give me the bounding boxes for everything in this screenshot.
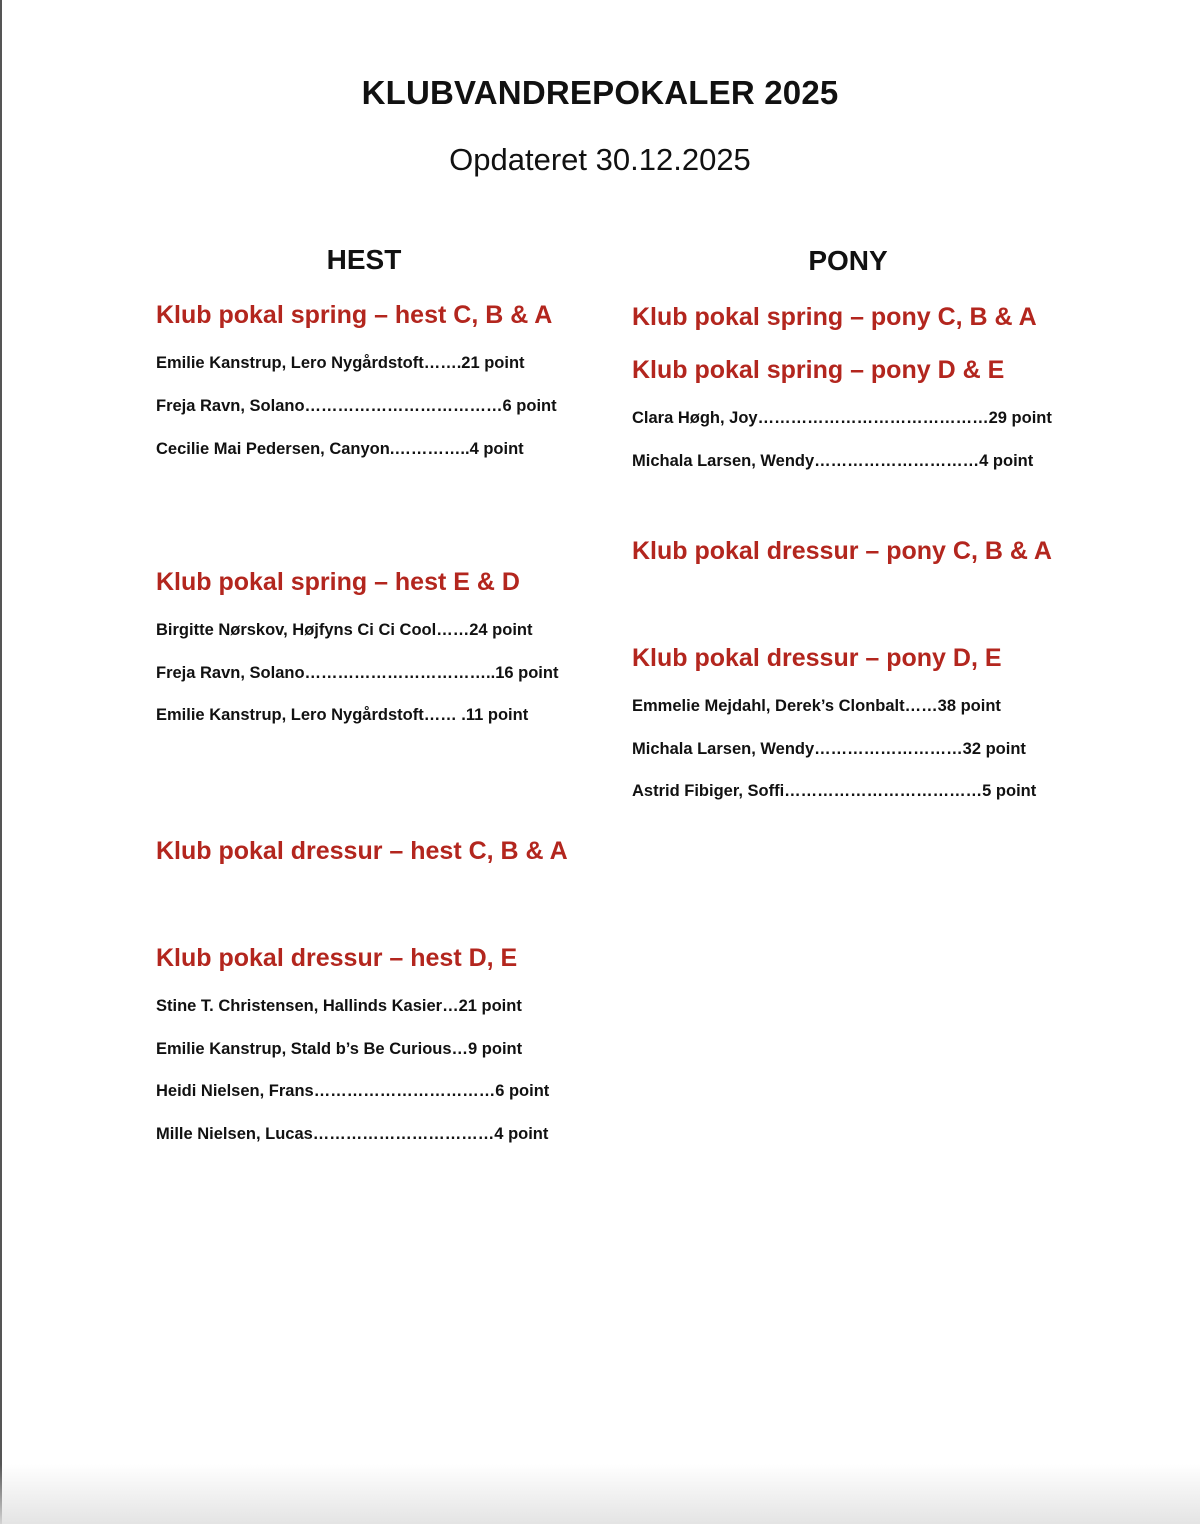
hest-entry: Emilie Kanstrup, Stald b’s Be Curious…9 point [156,1040,523,1058]
hest-entry: Stine T. Christensen, Hallinds Kasier…21 point [156,997,522,1015]
hest-entry: Freja Ravn, Solano……………………………..16 point [156,664,559,682]
hest-section-title: Klub pokal spring – hest E & D [156,568,520,596]
pony-section-title: Klub pokal spring – pony C, B & A [632,303,1037,331]
hest-entry: Mille Nielsen, Lucas……………………………4 point [156,1125,549,1143]
hest-entry: Cecilie Mai Pedersen, Canyon.…………..4 point [156,440,524,458]
document-title: KLUBVANDREPOKALER 2025 [361,74,839,111]
hest-section-title: Klub pokal dressur – hest D, E [156,944,518,972]
pony-entry: Clara Høgh, Joy……………………………………29 point [632,409,1052,427]
hest-column-heading: HEST [326,244,402,275]
pony-entry: Michala Larsen, Wendy…………………………4 point [632,452,1034,470]
page-bottom-shadow [0,1464,1200,1524]
document-subtitle: Opdateret 30.12.2025 [449,142,751,177]
hest-entry: Emilie Kanstrup, Lero Nygårdstoft…….21 point [156,354,525,372]
hest-entry: Emilie Kanstrup, Lero Nygårdstoft…… .11 point [156,706,529,724]
hest-section-title: Klub pokal spring – hest C, B & A [156,301,553,329]
page-left-border [0,0,2,1524]
pony-section-title: Klub pokal dressur – pony D, E [632,644,1002,672]
pony-entry: Astrid Fibiger, Soffi………………………………5 point [632,782,1037,800]
pony-entry: Michala Larsen, Wendy………………………32 point [632,740,1026,758]
pony-section-title: Klub pokal dressur – pony C, B & A [632,537,1052,565]
hest-section-title: Klub pokal dressur – hest C, B & A [156,837,568,865]
hest-entry: Heidi Nielsen, Frans……………………………6 point [156,1082,550,1100]
hest-entry: Birgitte Nørskov, Højfyns Ci Ci Cool……24 point [156,621,533,639]
pony-column-heading: PONY [808,245,888,276]
hest-entry: Freja Ravn, Solano………………………………6 point [156,397,557,415]
pony-section-title: Klub pokal spring – pony D & E [632,356,1005,384]
pony-entry: Emmelie Mejdahl, Derek’s Clonbalt……38 point [632,697,1001,715]
